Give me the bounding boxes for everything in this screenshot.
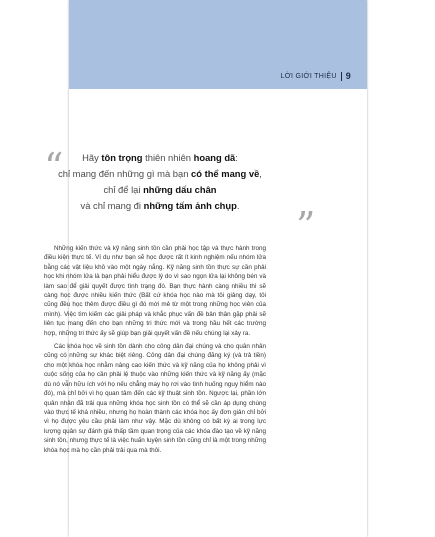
open-quote-icon: “ bbox=[44, 145, 64, 189]
page-number: 9 bbox=[345, 71, 351, 81]
quote-emphasis: những tấm ảnh chụp bbox=[143, 200, 237, 211]
running-head bbox=[281, 71, 351, 81]
quote-text: chỉ để lại bbox=[103, 184, 144, 195]
quote-emphasis: tôn trọng bbox=[101, 152, 143, 163]
quote-text: . bbox=[236, 200, 240, 211]
paragraph-2: Các khóa học về sinh tồn dành cho công dân đại chúng và cho quân nhân cũng có những sự khác biệt riêng. Công dân đại chúng đăng ký (và trả tiền) cho một khóa học nhằm nâng cao kiến thức và kỹ năng của họ không phải vì cuộc sống của họ cần phải lệ thuộc vào những kiến thức và kỹ năng ấy (mặc dù nó vẫn hữu ích với họ nếu chẳng may họ rơi vào tình huống nguy hiểm nào đó), mà chỉ bởi vì họ quan tâm đến các kỹ thuật sinh tồn. Ngược lại, phần lớn quân nhân đã trải qua những khóa học sinh tồn có thể sẽ cần áp dụng chúng vào thực tế khá nhiều, nhưng họ hoàn thành các khóa học ấy đơn giản chỉ bởi vì họ được yêu cầu phải làm như vậy. Mặc dù không có bất kỳ ai trong lực lượng quân sự đánh giá thấp tầm quan trọng của các khóa đào tạo về kỹ năng sinh tồn, nhưng thực tế là việc huấn luyện sinh tồn cũng chỉ là một trong những khóa học mà họ cần phải trải qua mà thôi. bbox=[44, 343, 266, 454]
quote-text: : bbox=[235, 152, 238, 163]
quote-line-1 bbox=[40, 150, 280, 166]
quote-text: và chỉ mang đi bbox=[80, 200, 144, 211]
close-quote-icon: ” bbox=[296, 204, 316, 248]
quote-text: Hãy bbox=[82, 152, 102, 163]
quote-emphasis: những dấu chân bbox=[143, 184, 217, 195]
pull-quote bbox=[40, 145, 280, 214]
quote-text: chỉ mang đến những gì mà bạn bbox=[58, 168, 192, 179]
section-title: LỜI GIỚI THIỆU bbox=[280, 72, 337, 80]
quote-text: , bbox=[259, 168, 262, 179]
quote-emphasis: hoang dã bbox=[193, 152, 236, 163]
body-text bbox=[44, 244, 266, 459]
header-divider bbox=[341, 72, 342, 81]
paragraph-1: Những kiến thức và kỹ năng sinh tồn cần phải học tập và thực hành trong điều kiện thực tế. Ví dụ như bạn sẽ học được rất ít kinh nghiệm nếu nhóm lửa bằng các vật liệu khô vào một ngày nắng. Kỹ năng sinh tồn thực sự cần phải học khi nhóm lửa là bạn phải hiểu được lý do vì sao ngọn lửa lại không bén và làm sao để giải quyết được tình trạng đó. Bạn thực hành càng nhiều thì sẽ càng học được nhiều kiến thức (Bất cứ khóa học nào mà tôi giảng dạy, tôi cũng đều học thêm được điều gì đó mới mẻ từ một trong những học viên của mình). Việc tìm kiếm các giải pháp và khắc phục vấn đề bản thân gặp phải sẽ liên tục mang đến cho bạn những tri thức mới và trong hầu hết các trường hợp, những tri thức ấy sẽ giúp bạn giải quyết vấn đề nếu chúng lại xảy ra. bbox=[44, 245, 266, 337]
quote-line-4 bbox=[40, 198, 280, 214]
quote-text: thiên nhiên bbox=[142, 152, 194, 163]
quote-line-3 bbox=[40, 182, 280, 198]
quote-line-2 bbox=[40, 166, 280, 182]
quote-emphasis: có thể mang về bbox=[191, 168, 260, 179]
